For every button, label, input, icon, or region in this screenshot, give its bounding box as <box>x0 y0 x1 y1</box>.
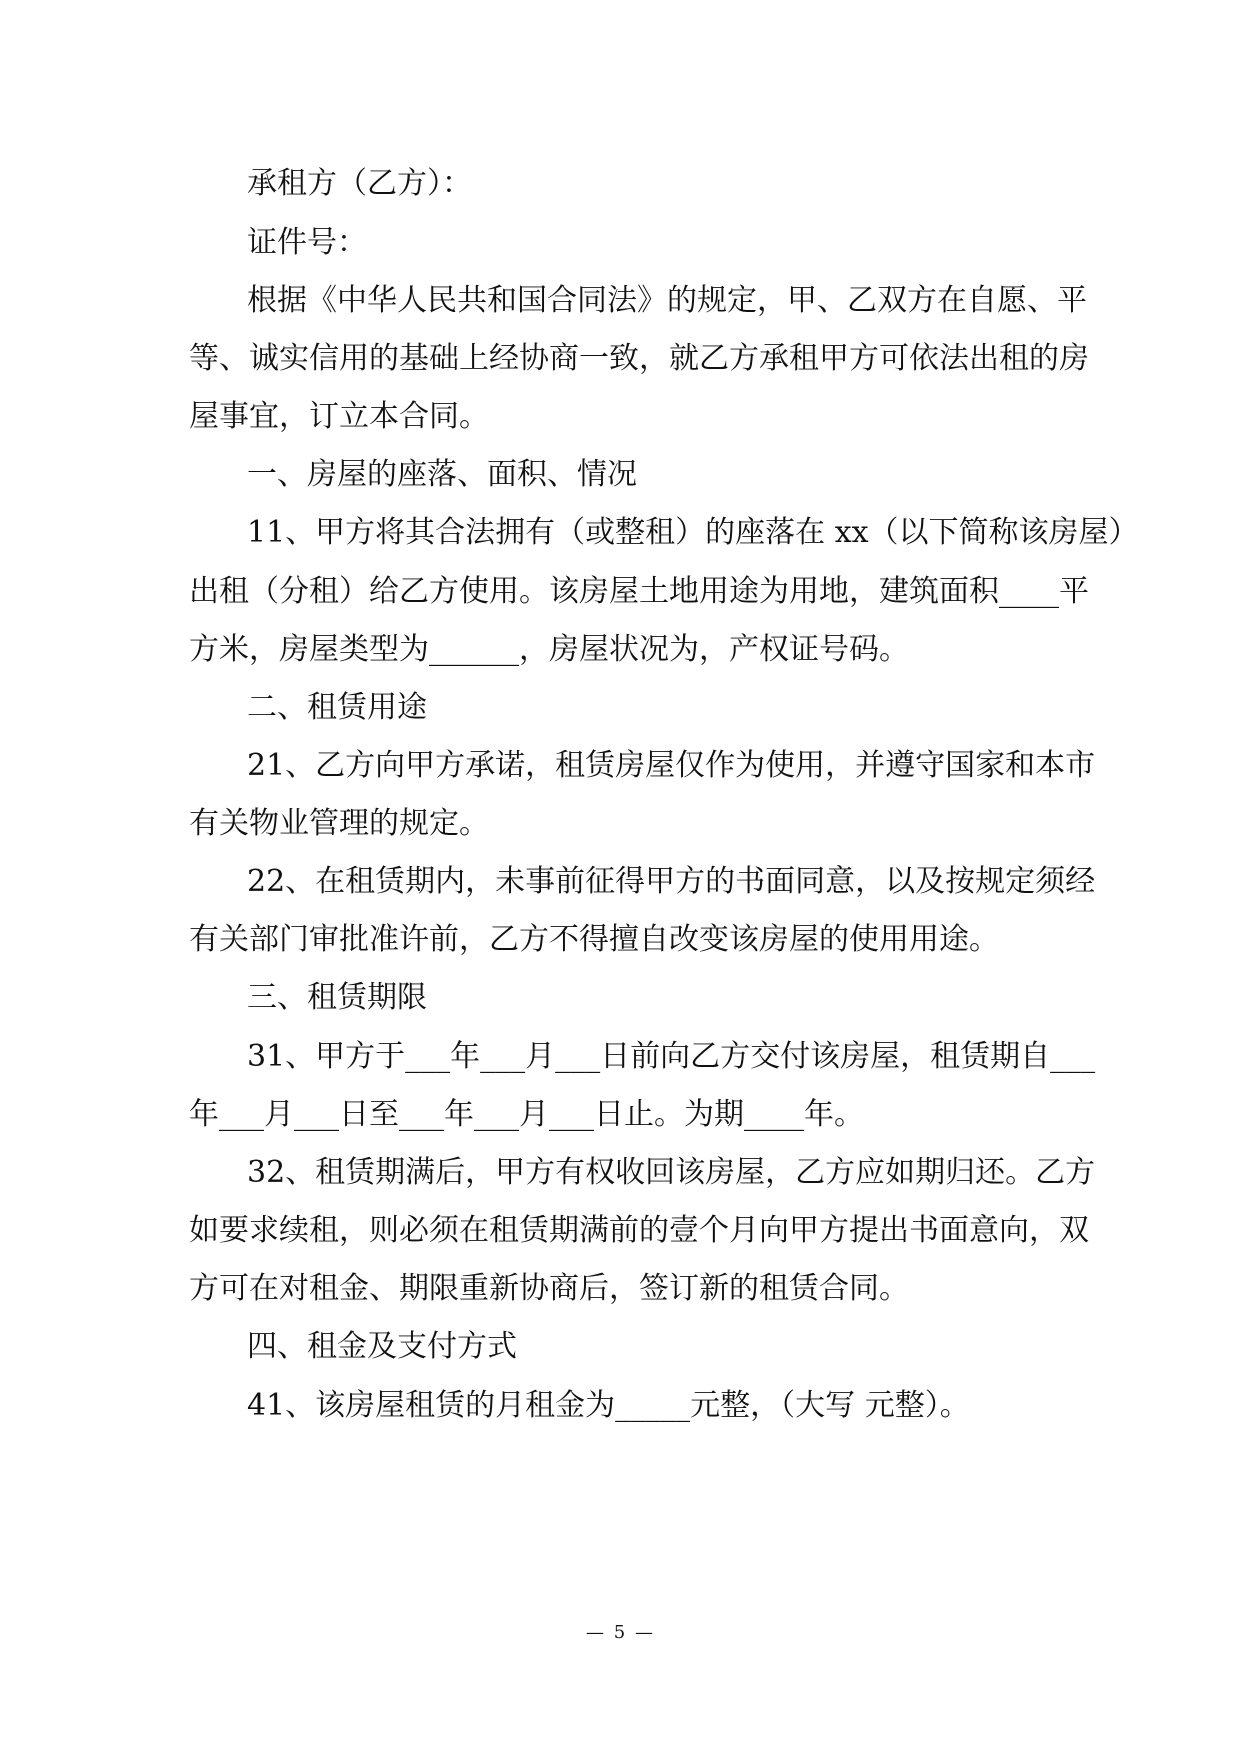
clause-11-line-3: 方米，房屋类型为______，房屋状况为，产权证号码。 <box>189 632 909 667</box>
id-number-label: 证件号： <box>247 225 367 260</box>
clause-11-line-1: 11、甲方将其合法拥有（或整租）的座落在 xx（以下简称该房屋） <box>247 515 1139 550</box>
clause-31-line-2: 年___月___日至___年___月___日止。为期____年。 <box>189 1097 864 1132</box>
clause-11-line-2: 出租（分租）给乙方使用。该房屋土地用途为用地，建筑面积____平 <box>189 574 1089 609</box>
lessee-label: 承租方（乙方）： <box>247 166 472 201</box>
section-heading-2: 二、租赁用途 <box>247 690 427 725</box>
preamble-line-2: 等、诚实信用的基础上经协商一致，就乙方承租甲方可依法出租的房 <box>189 341 1089 376</box>
section-heading-4: 四、租金及支付方式 <box>247 1329 517 1364</box>
section-heading-3: 三、租赁期限 <box>247 980 427 1015</box>
page-number: — 5 — <box>586 1622 655 1643</box>
clause-32-line-1: 32、租赁期满后，甲方有权收回该房屋，乙方应如期归还。乙方 <box>247 1155 1096 1190</box>
clause-31-line-1: 31、甲方于___年___月___日前向乙方交付该房屋，租赁期自___ <box>247 1039 1096 1074</box>
clause-41-line-1: 41、该房屋租赁的月租金为_____元整，（大写 元整）。 <box>247 1388 970 1423</box>
clause-32-line-3: 方可在对租金、期限重新协商后，签订新的租赁合同。 <box>189 1271 909 1306</box>
clause-21-line-2: 有关物业管理的规定。 <box>189 806 489 841</box>
clause-21-line-1: 21、乙方向甲方承诺，租赁房屋仅作为使用，并遵守国家和本市 <box>247 748 1096 783</box>
section-heading-1: 一、房屋的座落、面积、情况 <box>247 457 637 492</box>
preamble-line-3: 屋事宜，订立本合同。 <box>189 399 489 434</box>
preamble-line-1: 根据《中华人民共和国合同法》的规定，甲、乙双方在自愿、平 <box>247 283 1087 318</box>
clause-22-line-2: 有关部门审批准许前，乙方不得擅自改变该房屋的使用用途。 <box>189 922 999 957</box>
clause-32-line-2: 如要求续租，则必须在租赁期满前的壹个月向甲方提出书面意向，双 <box>189 1213 1089 1248</box>
clause-22-line-1: 22、在租赁期内，未事前征得甲方的书面同意，以及按规定须经 <box>247 864 1096 899</box>
